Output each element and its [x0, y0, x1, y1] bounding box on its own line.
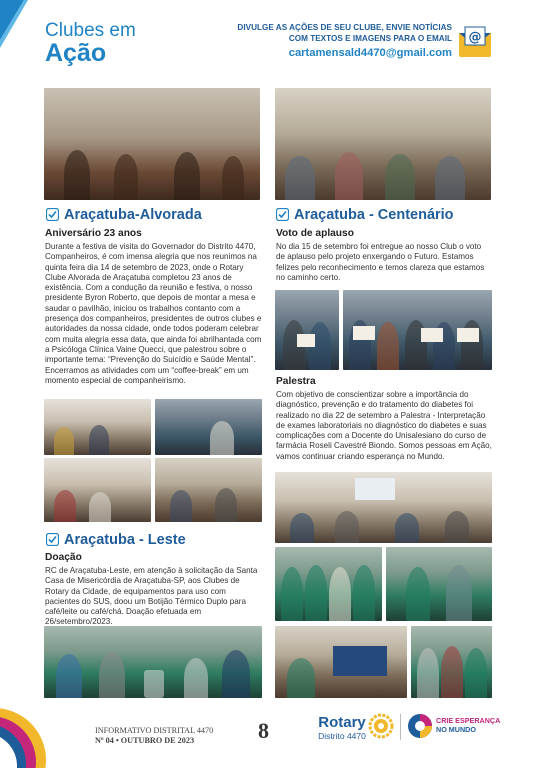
callout-line1: DIVULGE AS AÇÕES DE SEU CLUBE, ENVIE NOTÍCIAS — [237, 23, 452, 32]
alvorada-body: Durante a festiva de visita do Governador do Distrito 4470, Companheiros, é com imensa alegria que nos reunimos na quinta feira dia 14 de setembro de 2023, onde o Rotary Clube Alvorada de Araçatuba completou 23 anos de existência. Com a condução da reunião e festiva, o nosso presidente Byron Roberto, que depois de montar a mesa e saudar o pavilhão, iniciou os trabalhos contanto com a presença dos companheiros, presidentes de outros clubes e autoridades da nossa cidade, onde todos poderam celebrar com muita alegria essa data, que ainda foi abrilhantada com a Psicóloga Clínica Vaine Quecci, que palestrou sobre o importante tema: “Prevenção do Suicídio e Saúde Mental”. Encerramos as atividades com um “coffee-break” em um momento especial de companheirismo. — [45, 242, 262, 385]
rotary-district: Distrito 4470 — [318, 731, 366, 741]
photo-centenario-award-1 — [275, 290, 339, 370]
rotary-wheel-icon — [368, 713, 394, 739]
section-title-line1: Clubes em — [45, 20, 136, 41]
centenario-subtitle2: Palestra — [276, 376, 316, 387]
corner-decoration-bottom — [0, 690, 50, 768]
email-at-icon — [458, 25, 492, 59]
slogan-line1: CRIE ESPERANÇA — [436, 716, 501, 725]
photo-centenario-lecture — [275, 472, 492, 543]
footer-newsletter-name: INFORMATIVO DISTRITAL 4470 — [95, 726, 214, 735]
centenario-body2: Com objetivo de conscientizar sobre a importância do diagnóstico, prevenção e do tratamento do diabetes foi realizado no dia 22 de setembro a Palestra - Interpretação de exames laboratoriais no diagnóstico do diabetes e suas complicações com a Docente do Unisalesiano do curso de farmácia Roseli Cavestré Biondo. Somos pessoas em Ação, vamos continuar criando esperança no Mundo. — [276, 390, 492, 461]
footer-divider — [400, 714, 401, 740]
footer-issue: Nº 04 • OUTUBRO DE 2023 — [95, 736, 195, 745]
photo-alvorada-speaker — [155, 399, 262, 455]
photo-centenario-speaker — [275, 626, 407, 698]
photo-centenario-group-1 — [275, 547, 382, 621]
photo-alvorada-meeting-hall — [44, 88, 260, 200]
slogan-line2: NO MUNDO — [436, 725, 476, 734]
corner-decoration-top — [0, 0, 40, 70]
checkmark-icon — [276, 208, 289, 221]
centenario-body: No dia 15 de setembro foi entregue ao nosso Club o voto de aplauso pelo projeto enxergando o Futuro. Estamos felizes pelo reconhecimento e temos clareza que estamos no caminho certo. — [276, 242, 485, 282]
rotary-name: Rotary — [318, 714, 366, 731]
leste-title: Araçatuba - Leste — [64, 532, 186, 548]
contact-email[interactable]: cartamensald4470@gmail.com — [288, 47, 452, 59]
footer-newsletter-info — [95, 726, 213, 746]
page-number: 8 — [258, 718, 269, 743]
alvorada-subtitle: Aniversário 23 anos — [45, 228, 142, 239]
leste-body: RC de Araçatuba-Leste, em atenção à solicitação da Santa Casa de Misericórdia de Araçatuba-SP, aos Clubes de Rotary da Cidade, de equipamentos para uso com pacientes do SUS, doou um Botijão Térmico Duplo para café/leite ou café/chá. Doação efetuada em 26/setembro/2023. — [45, 566, 258, 627]
photo-centenario-group-2 — [386, 547, 492, 621]
rotary-wordmark — [316, 714, 368, 741]
photo-alvorada-coffee-break — [155, 458, 262, 522]
photo-centenario-meeting — [275, 88, 491, 200]
centenario-title: Araçatuba - Centenário — [294, 207, 454, 223]
alvorada-title: Araçatuba-Alvorada — [64, 207, 202, 223]
photo-centenario-award-2 — [343, 290, 492, 370]
checkmark-icon — [46, 208, 59, 221]
submission-callout — [180, 22, 452, 61]
section-title — [45, 20, 165, 65]
photo-alvorada-table — [44, 399, 151, 455]
svg-text:@: @ — [468, 30, 482, 45]
section-title-line2: Ação — [45, 39, 107, 67]
photo-leste-donation — [44, 626, 262, 698]
checkmark-icon — [46, 533, 59, 546]
callout-line2: COM TEXTOS E IMAGENS PARA O EMAIL — [288, 34, 452, 43]
hope-slogan — [436, 716, 500, 734]
hope-logo-icon — [407, 713, 433, 739]
centenario-subtitle: Voto de aplauso — [276, 228, 354, 239]
photo-centenario-certificate — [411, 626, 492, 698]
leste-subtitle: Doação — [45, 552, 82, 563]
photo-alvorada-audience — [44, 458, 151, 522]
